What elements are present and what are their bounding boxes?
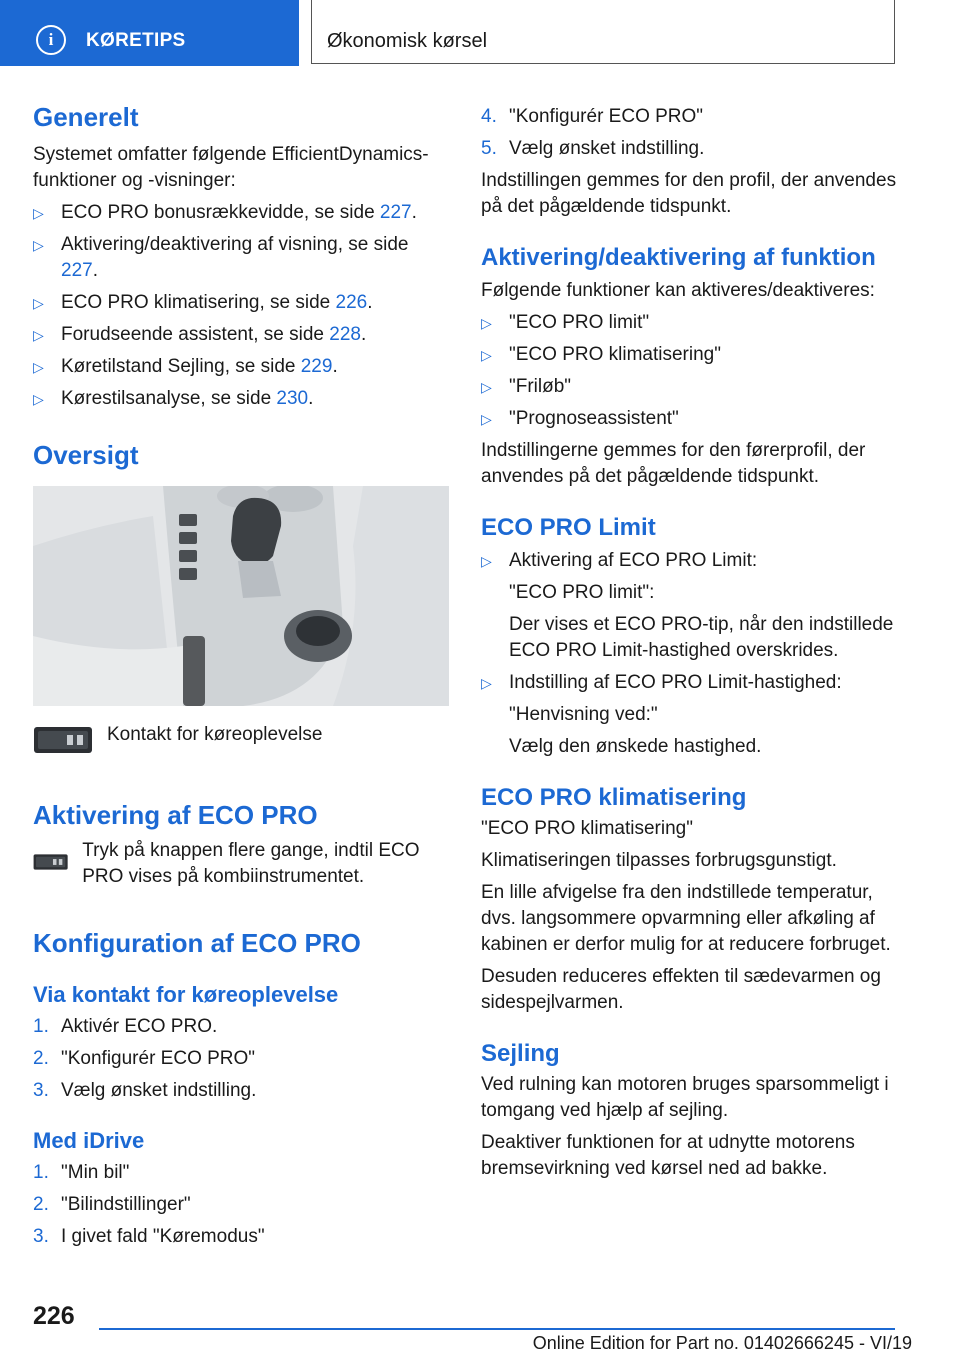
generelt-list bbox=[33, 200, 449, 412]
list-item: ▷ "Friløb" bbox=[481, 374, 899, 400]
header-category: KØRETIPS bbox=[86, 30, 186, 51]
center-console-illustration bbox=[33, 486, 449, 706]
funktion-list bbox=[481, 310, 899, 432]
klima-text-2: En lille afvigelse fra den indstillede temperatur, dvs. langsommere opvarmning eller afkøling af kabinen er derfor mulig for at reducere forbruget. bbox=[481, 882, 891, 955]
section-heading-aktivering-funktion: Aktivering/deaktivering af funktion bbox=[481, 244, 876, 271]
list-item: ▷ "ECO PRO klimatisering" bbox=[481, 342, 899, 368]
list-item: ▷ ECO PRO klimatisering, se side 226. bbox=[33, 290, 449, 316]
step-item: 5. Vælg ønsket indstilling. bbox=[481, 138, 705, 159]
info-icon: i bbox=[36, 25, 66, 55]
page-ref-link[interactable]: 228 bbox=[329, 324, 361, 345]
funktion-intro: Følgende funktioner kan aktiveres/deaktiveres: bbox=[481, 280, 875, 301]
list-item: ▷ Aktivering/deaktivering af visning, se side 227. bbox=[33, 232, 449, 284]
page-ref-link[interactable]: 230 bbox=[276, 388, 309, 409]
page-ref-link[interactable]: 227 bbox=[379, 202, 412, 223]
section-heading-eco-pro-limit: ECO PRO Limit bbox=[481, 514, 656, 541]
section-heading-aktivering: Aktivering af ECO PRO bbox=[33, 800, 318, 830]
step-item: 3. Vælg ønsket indstilling. bbox=[33, 1080, 257, 1101]
caption-text: Kontakt for køreoplevelse bbox=[107, 724, 323, 745]
section-heading-sejling: Sejling bbox=[481, 1040, 560, 1067]
list-item: ▷ Indstilling af ECO PRO Limit-hastighed: bbox=[481, 670, 899, 696]
driving-experience-switch-icon bbox=[33, 848, 68, 876]
activation-row bbox=[33, 838, 449, 890]
eco-pro-limit-list bbox=[481, 548, 899, 574]
klima-menu: "ECO PRO klimatisering" bbox=[481, 818, 693, 839]
page-ref-link[interactable]: 227 bbox=[61, 260, 93, 281]
limit-menu-path: "ECO PRO limit": bbox=[509, 582, 655, 603]
page-ref-link[interactable]: 226 bbox=[335, 292, 368, 313]
funktion-outro: Indstillingerne gemmes for den førerprofil, der anvendes på det pågældende tidspunkt. bbox=[481, 440, 866, 487]
eco-pro-limit-list-2 bbox=[481, 670, 899, 696]
page-ref-link[interactable]: 229 bbox=[300, 356, 333, 377]
page-title: Økonomisk kørsel bbox=[327, 30, 488, 52]
footer-edition: Online Edition for Part no. 01402666245 - VI/19 bbox=[532, 1333, 912, 1353]
caption-row bbox=[33, 726, 449, 754]
sejling-text-1: Ved rulning kan motoren bruges sparsommeligt i tomgang ved hjælp af sejling. bbox=[481, 1074, 889, 1121]
generelt-intro: Systemet omfatter følgende EfficientDynamics-funktioner og -visninger: bbox=[33, 144, 429, 191]
list-item: ▷ ECO PRO bonusrækkevidde, se side 227. bbox=[33, 200, 449, 226]
subheading-via-kontakt: Via kontakt for køreoplevelse bbox=[33, 982, 339, 1007]
via-kontakt-steps bbox=[33, 1014, 449, 1104]
list-item: ▷ Forudseende assistent, se side 228. bbox=[33, 322, 449, 348]
klima-text-3: Desuden reduceres effekten til sædevarmen og sidespejlvarmen. bbox=[481, 966, 881, 1013]
section-heading-konfiguration: Konfiguration af ECO PRO bbox=[33, 928, 361, 958]
driving-experience-switch-icon bbox=[33, 726, 93, 754]
list-item: ▷ "ECO PRO limit" bbox=[481, 310, 899, 336]
list-item: ▷ Køretilstand Sejling, se side 229. bbox=[33, 354, 449, 380]
step-item: 1. "Min bil" bbox=[33, 1162, 130, 1183]
right-column bbox=[481, 104, 899, 1182]
limit-description: Der vises et ECO PRO-tip, når den indstillede ECO PRO Limit-hastighed overskrides. bbox=[509, 614, 894, 661]
section-heading-eco-pro-klimatisering: ECO PRO klimatisering bbox=[481, 784, 747, 811]
subheading-med-idrive: Med iDrive bbox=[33, 1128, 145, 1153]
klima-text-1: Klimatiseringen tilpasses forbrugsgunstigt. bbox=[481, 850, 837, 871]
section-heading-generelt: Generelt bbox=[33, 102, 139, 132]
med-idrive-steps bbox=[33, 1160, 449, 1250]
center-console-photo bbox=[33, 486, 449, 706]
footer-divider bbox=[99, 1328, 895, 1330]
page-number: 226 bbox=[33, 1302, 75, 1330]
left-column bbox=[33, 100, 449, 1250]
section-heading-oversigt: Oversigt bbox=[33, 440, 139, 470]
continued-steps bbox=[481, 104, 899, 162]
limit-speed-menu: "Henvisning ved:" bbox=[509, 704, 658, 725]
list-item: ▷ "Prognoseassistent" bbox=[481, 406, 899, 432]
limit-speed-select: Vælg den ønskede hastighed. bbox=[509, 736, 762, 757]
profile-note: Indstillingen gemmes for den profil, der anvendes på det pågældende tidspunkt. bbox=[481, 170, 897, 217]
sejling-text-2: Deaktiver funktionen for at udnytte motorens bremsevirkning ved kørsel ned ad bakke. bbox=[481, 1132, 855, 1179]
activation-text: Tryk på knappen flere gange, indtil ECO PRO vises på kombiinstrumentet. bbox=[82, 840, 420, 887]
header-category-tab bbox=[0, 0, 299, 66]
step-item: 2. "Konfigurér ECO PRO" bbox=[33, 1048, 256, 1069]
list-item: ▷ Kørestilsanalyse, se side 230. bbox=[33, 386, 449, 412]
step-item: 4. "Konfigurér ECO PRO" bbox=[481, 106, 704, 127]
step-item: 2. "Bilindstillinger" bbox=[33, 1194, 191, 1215]
step-item: 3. I givet fald "Køremodus" bbox=[33, 1226, 265, 1247]
step-item: 1. Aktivér ECO PRO. bbox=[33, 1016, 218, 1037]
list-item: ▷ Aktivering af ECO PRO Limit: bbox=[481, 548, 899, 574]
